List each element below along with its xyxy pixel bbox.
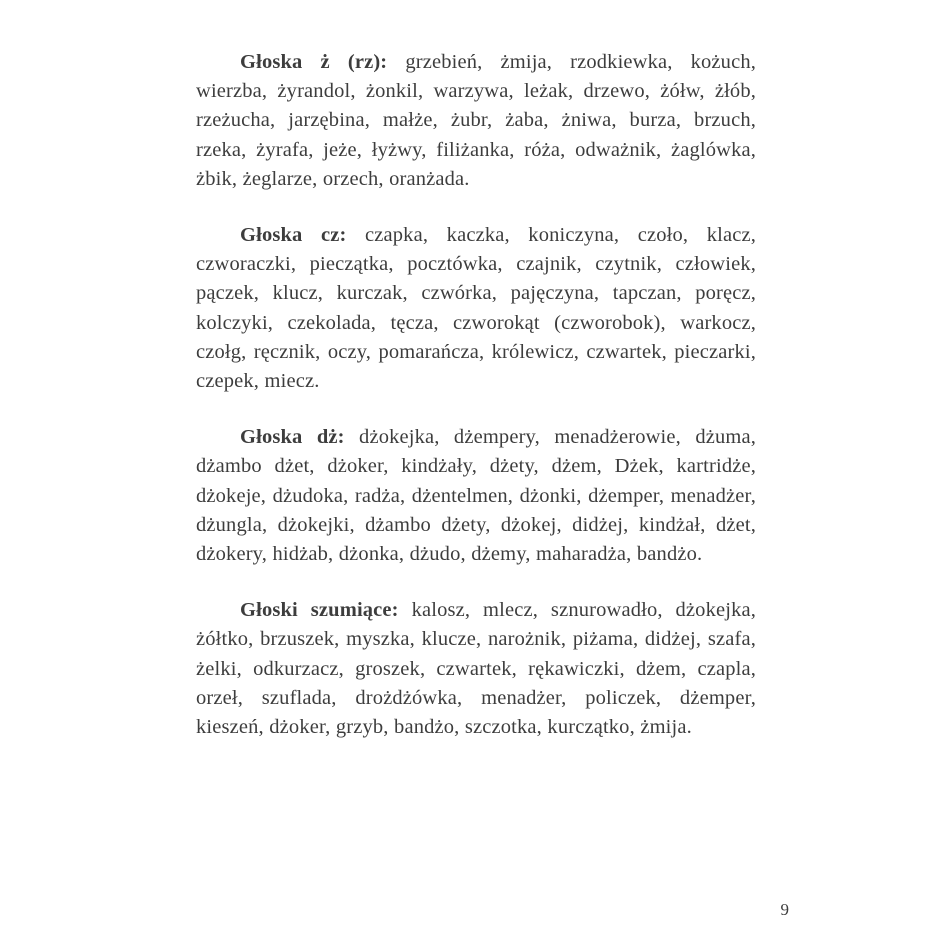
paragraph-gloska-z [196, 48, 756, 194]
paragraph-gloski-szumiace [196, 596, 756, 742]
page-number: 9 [780, 900, 789, 919]
paragraph-lead-label: Głoska cz: [240, 224, 347, 247]
paragraph-lead-label: Głoski szumiące: [240, 599, 399, 622]
paragraph-body-text: dżokejka, dżempery, menadżerowie, dżuma, dżambo dżet, dżoker, kindżały, dżety, dżem, Dżek, kartridże, dżokeje, dżudoka, radża, dżentelmen, dżonki, dżemper, menadżer, dżungla, dżokejki, dżambo dżety, dżokej, didżej, kindżał, dżet, dżokery, hidżab, dżonka, dżudo, dżemy, maharadża, bandżo. [196, 426, 757, 566]
paragraph-gloska-dz [196, 423, 756, 569]
paragraph-gloska-cz [196, 221, 756, 396]
paragraph-body-text: grzebień, żmija, rzodkiewka, kożuch, wierzba, żyrandol, żonkil, warzywa, leżak, drzewo, żółw, żłób, rzeżucha, jarzębina, małże, żubr, żaba, żniwa, burza, brzuch, rzeka, żyrafa, jeże, łyżwy, filiżanka, róża, odważnik, żaglówka, żbik, żeglarze, orzech, oranżada. [196, 51, 757, 190]
paragraph-body-text: czapka, kaczka, koniczyna, czoło, klacz, czworaczki, pieczątka, pocztówka, czajnik, czytnik, człowiek, pączek, klucz, kurczak, czwórka, pajęczyna, tapczan, poręcz, kolczyki, czekolada, tęcza, czworokąt (czworobok), warkocz, czołg, ręcznik, oczy, pomarańcza, królewicz, czwartek, pieczarki, czepek, miecz. [196, 224, 756, 393]
text-column [196, 48, 756, 742]
paragraph-lead-label: Głoska dż: [240, 426, 345, 449]
paragraph-body-text: kalosz, mlecz, sznurowadło, dżokejka, żółtko, brzuszek, myszka, klucze, narożnik, piżama, didżej, szafa, żelki, odkurzacz, groszek, czwartek, rękawiczki, dżem, czapla, orzeł, szuflada, drożdżówka, menadżer, policzek, dżemper, kieszeń, dżoker, grzyb, bandżo, szczotka, kurczątko, żmija. [196, 599, 756, 739]
paragraph-lead-label: Głoska ż (rz): [240, 51, 388, 73]
